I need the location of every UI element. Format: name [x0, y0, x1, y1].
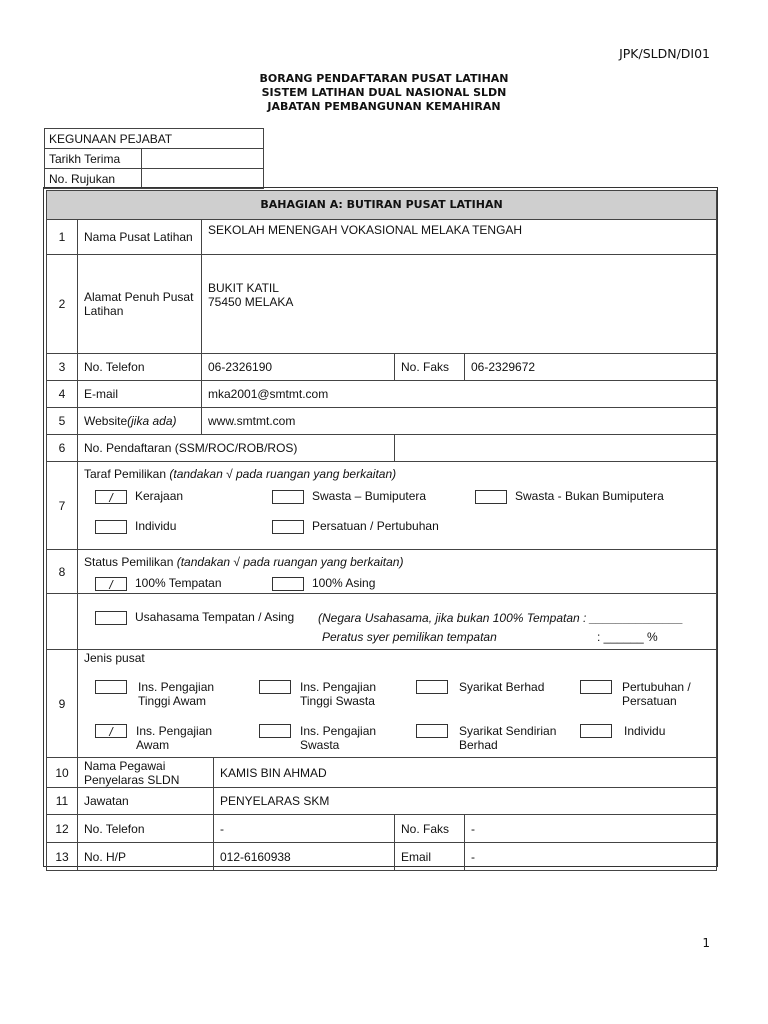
address-line-2: 75450 MELAKA [208, 295, 294, 309]
row-number: 5 [47, 408, 78, 435]
address-label: Alamat Penuh Pusat Latihan [78, 255, 202, 354]
ipa-checkbox[interactable]: / [95, 724, 127, 738]
pertubuhan-label [622, 680, 691, 708]
address-value[interactable] [202, 255, 717, 354]
table-row [47, 815, 717, 843]
table-row [47, 255, 717, 354]
row-number: 9 [47, 650, 78, 758]
table-row [47, 758, 717, 788]
fax-label: No. Faks [395, 354, 465, 381]
office-use-heading: KEGUNAAN PEJABAT [45, 129, 264, 149]
coordinator-email-value[interactable]: - [465, 843, 717, 871]
row-number: 10 [47, 758, 78, 788]
email-label: E-mail [78, 381, 202, 408]
website-value[interactable]: www.smtmt.com [202, 408, 717, 435]
kerajaan-checkbox[interactable]: / [95, 490, 127, 504]
mobile-value[interactable]: 012-6160938 [214, 843, 395, 871]
ownership-type-hint: (tandakan √ pada ruangan yang berkaitan) [169, 467, 397, 481]
centre-name-label: Nama Pusat Latihan [78, 220, 202, 255]
date-received-field[interactable] [142, 149, 264, 169]
email-value[interactable]: mka2001@smtmt.com [202, 381, 717, 408]
coordinator-phone-value[interactable]: - [214, 815, 395, 843]
row-number: 1 [47, 220, 78, 255]
local-share-note: Peratus syer pemilikan tempatan [322, 630, 497, 644]
table-row [47, 788, 717, 815]
kerajaan-label: Kerajaan [135, 489, 184, 503]
individu-type-label: Individu [624, 724, 666, 738]
phone-label: No. Telefon [78, 354, 202, 381]
ownership-status-cell [78, 550, 717, 594]
asing-label: 100% Asing [312, 576, 376, 590]
ownership-status-jv-cell [78, 594, 717, 650]
row-number: 13 [47, 843, 78, 871]
table-row [47, 594, 717, 650]
title-line-2: SISTEM LATIHAN DUAL NASIONAL SLDN [261, 86, 507, 99]
sdn-bhd-label [459, 724, 556, 752]
tempatan-label: 100% Tempatan [135, 576, 222, 590]
table-row [47, 650, 717, 758]
ipa-label-line-2: Awam [136, 738, 170, 752]
row-number: 11 [47, 788, 78, 815]
ipta-label-line-1: Ins. Pengajian [138, 680, 215, 694]
swasta-bumiputera-label: Swasta – Bumiputera [312, 489, 427, 503]
ipta-checkbox[interactable] [95, 680, 127, 694]
pertubuhan-label-line-1: Pertubuhan / [622, 680, 691, 694]
office-use-box [44, 128, 264, 189]
reference-no-label: No. Rujukan [45, 169, 142, 189]
table-row [47, 408, 717, 435]
pertubuhan-label-line-2: Persatuan [622, 694, 677, 708]
usahasama-label: Usahasama Tempatan / Asing [135, 610, 295, 624]
registration-no-value[interactable] [395, 435, 717, 462]
ipts-label [300, 680, 376, 708]
website-label-cell [78, 408, 202, 435]
berhad-label: Syarikat Berhad [459, 680, 545, 694]
date-received-label: Tarikh Terima [45, 149, 142, 169]
individu-type-checkbox[interactable] [580, 724, 612, 738]
ownership-status-hint: (tandakan √ pada ruangan yang berkaitan) [176, 555, 404, 569]
form-titles [0, 72, 768, 114]
table-row [47, 220, 717, 255]
ips-label [300, 724, 376, 752]
fax-value[interactable]: 06-2329672 [465, 354, 717, 381]
reference-no-field[interactable] [142, 169, 264, 189]
page-number: 1 [702, 936, 710, 950]
row-number: 8 [47, 550, 78, 594]
table-row [47, 435, 717, 462]
ipa-label-line-1: Ins. Pengajian [136, 724, 213, 738]
ipts-label-line-2: Tinggi Swasta [300, 694, 375, 708]
address-line-1: BUKIT KATIL [208, 281, 279, 295]
persatuan-checkbox[interactable] [272, 520, 304, 534]
row-number: 2 [47, 255, 78, 354]
coordinator-name-value[interactable]: KAMIS BIN AHMAD [214, 758, 717, 788]
title-line-3: JABATAN PEMBANGUNAN KEMAHIRAN [267, 100, 501, 113]
berhad-checkbox[interactable] [416, 680, 448, 694]
ipa-label [136, 724, 212, 752]
sdn-bhd-checkbox[interactable] [416, 724, 448, 738]
table-row [47, 462, 717, 550]
jv-country-note: (Negara Usahasama, jika bukan 100% Tempatan : ______________ [318, 611, 684, 625]
centre-type-cell [78, 650, 717, 758]
coordinator-name-label-line-2: Penyelaras SLDN [84, 772, 180, 787]
website-hint: (jika ada) [127, 414, 177, 428]
coordinator-fax-value[interactable]: - [465, 815, 717, 843]
ips-label-line-2: Swasta [300, 738, 340, 752]
local-share-field[interactable]: : ______ % [597, 630, 658, 644]
ownership-status-label: Status Pemilikan [84, 555, 174, 569]
individu-checkbox[interactable] [95, 520, 127, 534]
usahasama-checkbox[interactable] [95, 611, 127, 625]
ownership-type-label: Taraf Pemilikan [84, 467, 167, 481]
swasta-bukan-bumiputera-checkbox[interactable] [475, 490, 507, 504]
website-label: Website [84, 414, 128, 428]
row-number: 7 [47, 462, 78, 550]
sdn-bhd-label-line-2: Berhad [459, 738, 498, 752]
section-a-header: BAHAGIAN A: BUTIRAN PUSAT LATIHAN [47, 191, 717, 220]
section-a-table [46, 190, 717, 871]
individu-label: Individu [135, 519, 177, 533]
centre-name-value[interactable]: SEKOLAH MENENGAH VOKASIONAL MELAKA TENGAH [202, 220, 717, 255]
coordinator-name-label [78, 758, 214, 788]
document-reference: JPK/SLDN/DI01 [619, 46, 710, 61]
row-number: 6 [47, 435, 78, 462]
position-label: Jawatan [78, 788, 214, 815]
coordinator-email-label: Email [395, 843, 465, 871]
row-number-continued [47, 594, 78, 650]
ipta-label-line-2: Tinggi Awam [138, 694, 207, 708]
table-row [47, 354, 717, 381]
ips-checkbox[interactable] [259, 724, 291, 738]
row-number: 3 [47, 354, 78, 381]
ipts-checkbox[interactable] [259, 680, 291, 694]
coordinator-fax-label: No. Faks [395, 815, 465, 843]
centre-type-label: Jenis pusat [84, 651, 145, 665]
ipts-label-line-1: Ins. Pengajian [300, 680, 377, 694]
tempatan-checkbox[interactable]: / [95, 577, 127, 591]
ownership-type-cell [78, 462, 717, 550]
asing-checkbox[interactable] [272, 577, 304, 591]
pertubuhan-checkbox[interactable] [580, 680, 612, 694]
coordinator-phone-label: No. Telefon [78, 815, 214, 843]
table-row [47, 843, 717, 871]
swasta-bukan-bumiputera-label: Swasta - Bukan Bumiputera [515, 489, 664, 503]
phone-value[interactable]: 06-2326190 [202, 354, 395, 381]
registration-no-label: No. Pendaftaran (SSM/ROC/ROB/ROS) [78, 435, 395, 462]
persatuan-label: Persatuan / Pertubuhan [312, 519, 439, 533]
swasta-bumiputera-checkbox[interactable] [272, 490, 304, 504]
table-row [47, 381, 717, 408]
coordinator-name-label-line-1: Nama Pegawai [84, 758, 166, 773]
mobile-label: No. H/P [78, 843, 214, 871]
row-number: 12 [47, 815, 78, 843]
ips-label-line-1: Ins. Pengajian [300, 724, 377, 738]
row-number: 4 [47, 381, 78, 408]
sdn-bhd-label-line-1: Syarikat Sendirian [459, 724, 557, 738]
position-value[interactable]: PENYELARAS SKM [214, 788, 717, 815]
table-row [47, 550, 717, 594]
title-line-1: BORANG PENDAFTARAN PUSAT LATIHAN [259, 72, 509, 85]
ipta-label [138, 680, 214, 708]
